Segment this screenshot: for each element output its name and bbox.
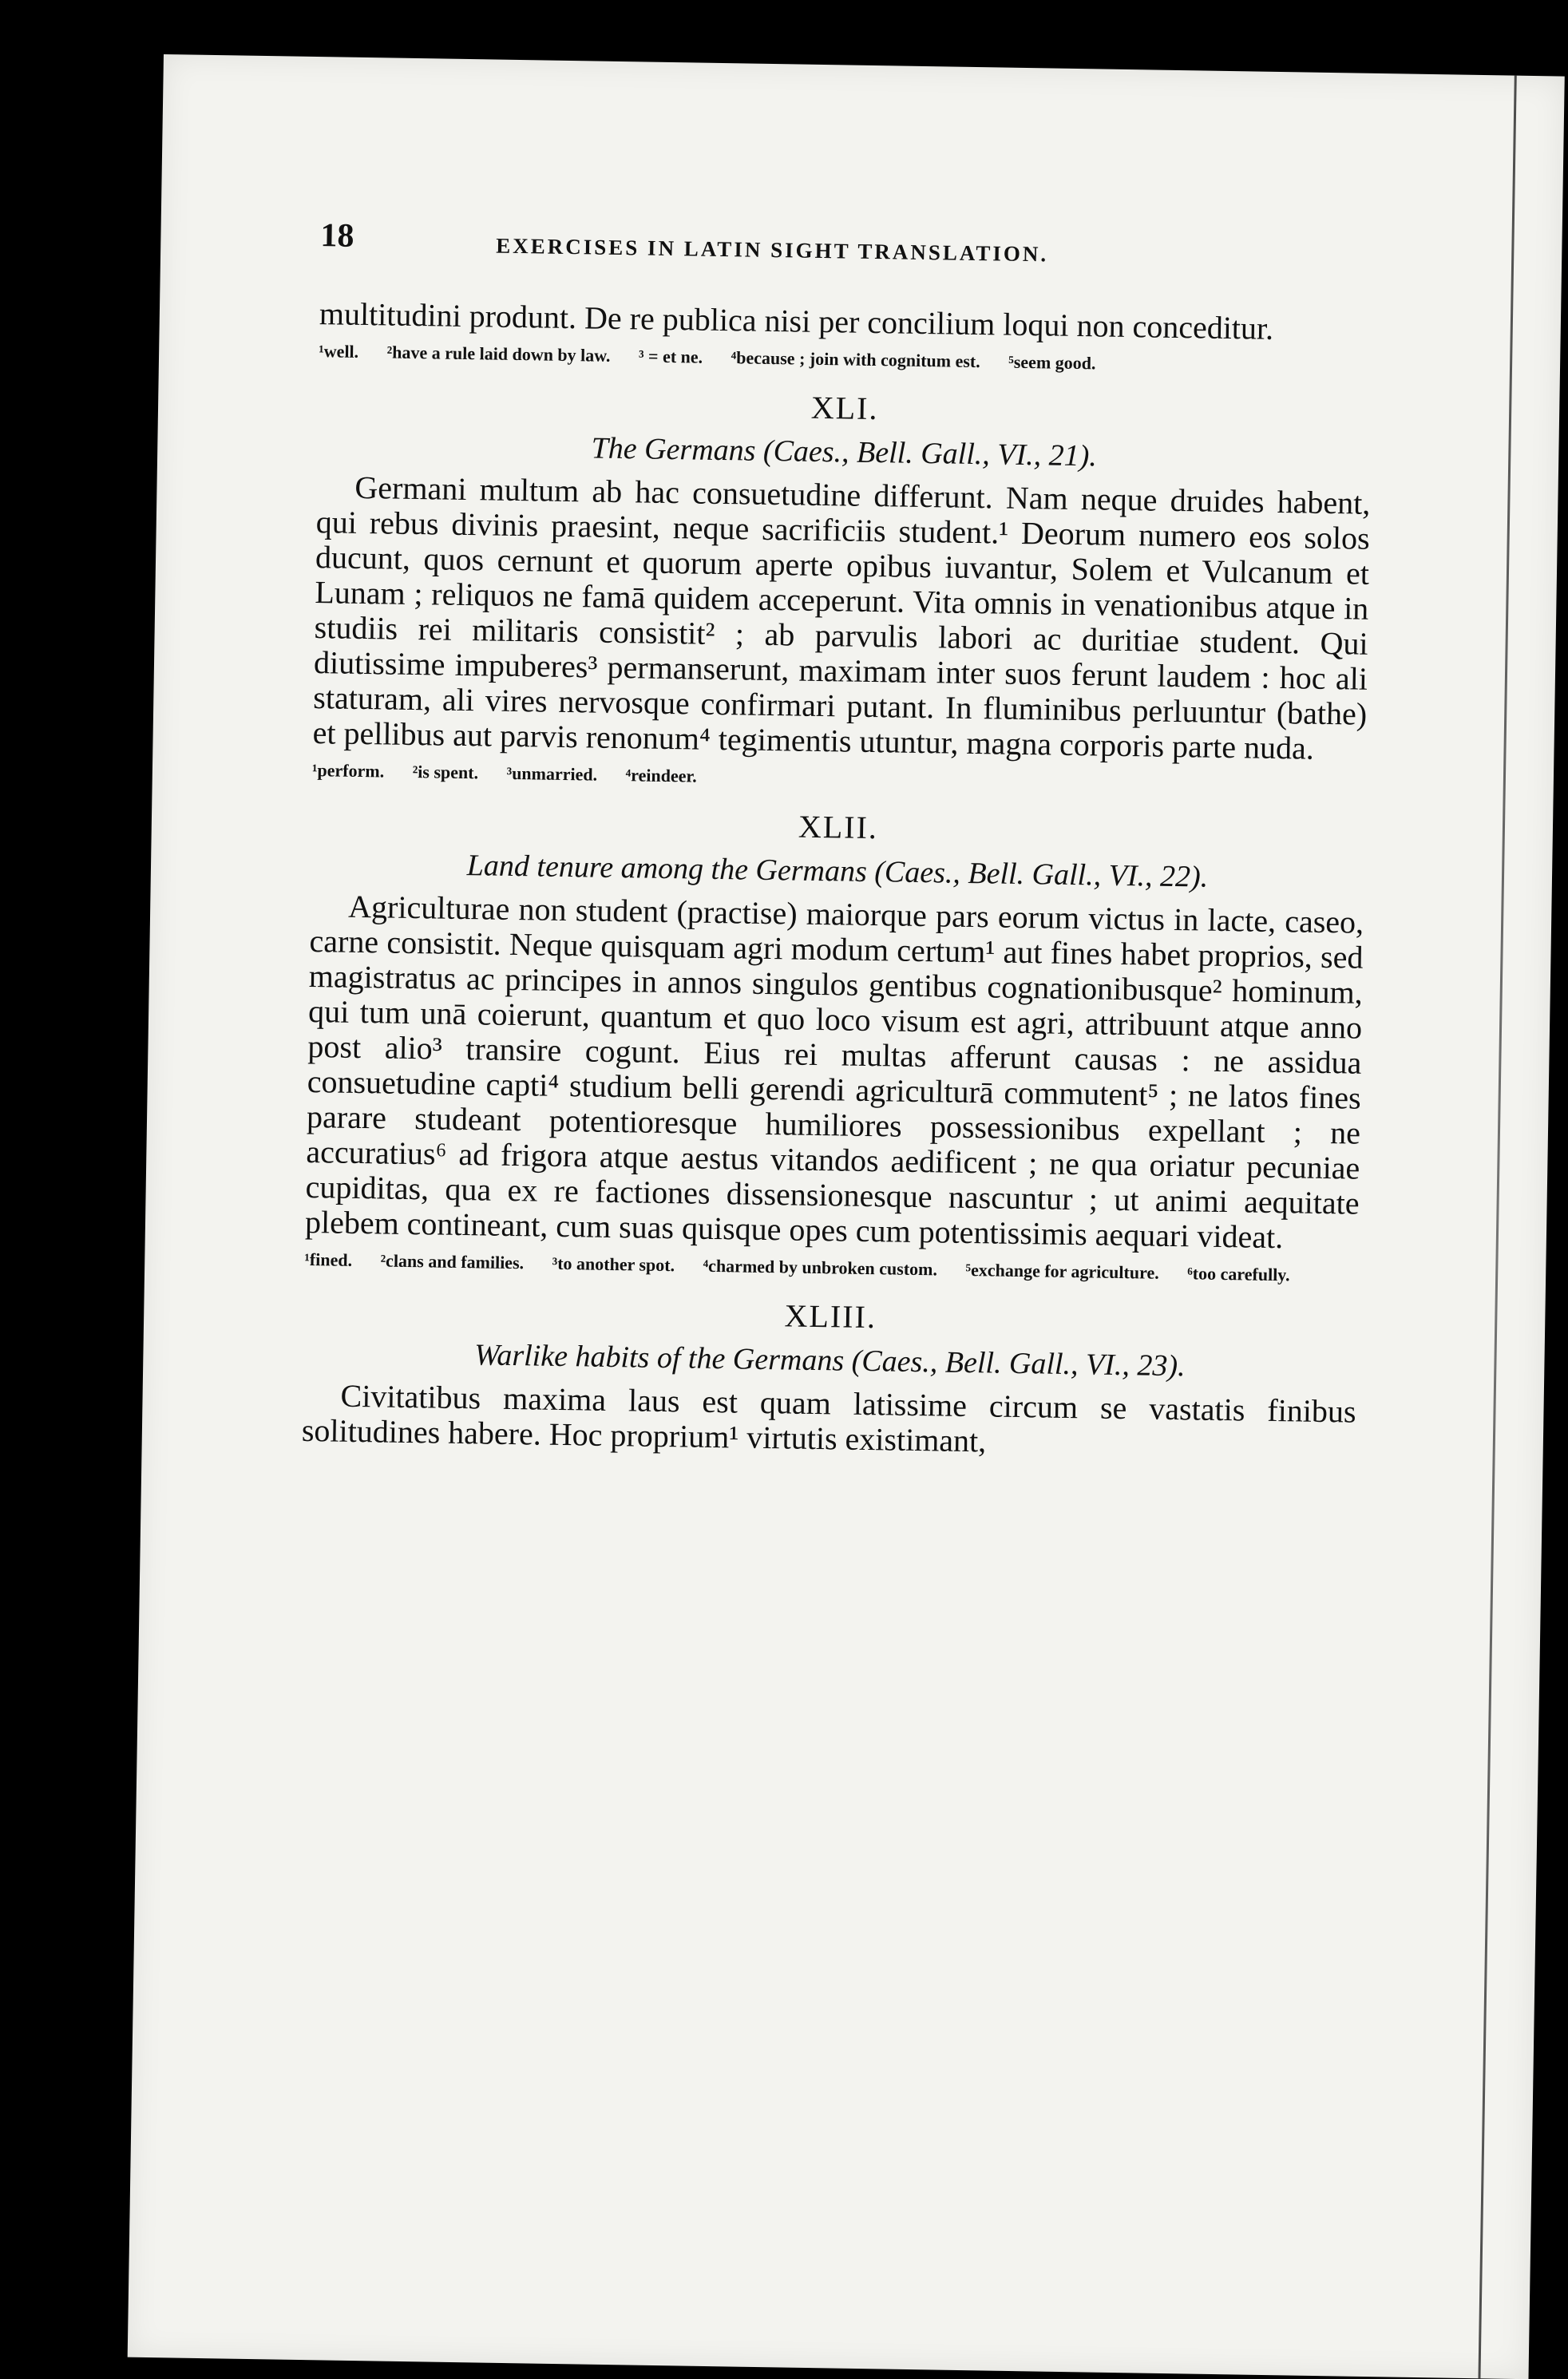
section-number-41: XLI. [810,389,879,427]
footnote: ⁴reindeer. [625,765,697,786]
running-title: EXERCISES IN LATIN SIGHT TRANSLATION. [496,233,1049,267]
section-number-43: XLIII. [784,1297,877,1336]
footnote: ¹perform. [311,760,385,782]
footnote: ⁵exchange for agriculture. [965,1259,1159,1283]
book-page [128,54,1565,2379]
footnote: ³to another spot. [552,1253,675,1276]
footnotes-0 [319,341,1372,378]
page-content [302,216,1375,1465]
section-text-43: Civitatibus maxima laus est quam latissime circum se vastatis finibus solitudines habere. Hoc proprium¹ virtutis existimant, [301,1377,1356,1459]
section-number-42: XLII. [798,808,879,846]
footnote: ¹fined. [304,1249,353,1270]
footnote: ²clans and families. [380,1250,525,1273]
footnote: ⁶too carefully. [1187,1263,1290,1285]
continued-paragraph: multitudini produnt. De re publica nisi per concilium loqui non conceditur. [319,295,1274,346]
footnote: ⁵seem good. [1008,351,1096,374]
footnote: ³ = et ne. [638,346,703,367]
footnotes-42 [304,1249,1358,1287]
running-head [320,216,1375,289]
section-title-42: Land tenure among the Germans (Caes., Bell. Gall., VI., 22). [466,849,1209,894]
section-title-41: The Germans (Caes., Bell. Gall., VI., 21). [591,431,1098,473]
section-text-41: Germani multum ab hac consuetudine differunt. Nam neque druides habent, qui rebus divinis praesint, neque sacrificiis student.¹ Deorum numero eos solos ducunt, quos cernunt et quorum aperte opibus iuvantur, Solem et Vulcanum et Lunam ; reliquos ne famā quidem acceperunt. Vita omnis in venationibus atque in studiis rei militaris consistit² ; ab parvulis labori ac duritiae student. Qui diutissime impuberes³ permanserunt, maximam inter suos ferunt laudem : hoc ali staturam, ali vires nervosque confirmari putant. In fluminibus perluuntur (bathe) et pellibus aut parvis renonum⁴ tegimentis utuntur, magna corporis parte nuda. [312,469,1371,766]
footnote: ²have a rule laid down by law. [386,342,611,366]
footnote: ⁴because ; join with cognitum est. [731,347,980,372]
footnote: ²is spent. [412,762,479,783]
footnote: ¹well. [318,341,359,362]
footnote: ⁴charmed by unbroken custom. [703,1255,938,1280]
page-fold [1478,76,1516,2379]
footnote: ³unmarried. [506,762,598,785]
page-number: 18 [320,217,354,255]
section-title-43: Warlike habits of the Germans (Caes., Bell. Gall., VI., 23). [473,1338,1186,1383]
footnotes-41 [312,760,1366,798]
section-text-42: Agriculturae non student (practise) maiorque pars eorum victus in lacte, caseo, carne consistit. Neque quisquam agri modum certum¹ aut fines habet proprios, sed magistratus ac principes in annos singulos gentibus cognationibusque² hominum, qui tum unā coierunt, quantum et quo loco visum est agri, attribuunt atque anno post alio³ transire cogunt. Eius rei multas afferunt causas : ne assidua consuetudine capti⁴ studium belli gerendi agriculturā commutent⁵ ; ne latos fines parare studeant potentioresque humiliores possessionibus expellant ; ne accuratius⁶ ad frigora atque aestus vitandos aedificent ; ne qua oriatur pecuniae cupiditas, qua ex re factiones dissensionesque nascuntur ; ut animi aequitate plebem contineant, cum suas quisque opes cum potentissimis aequari videat. [304,888,1364,1256]
